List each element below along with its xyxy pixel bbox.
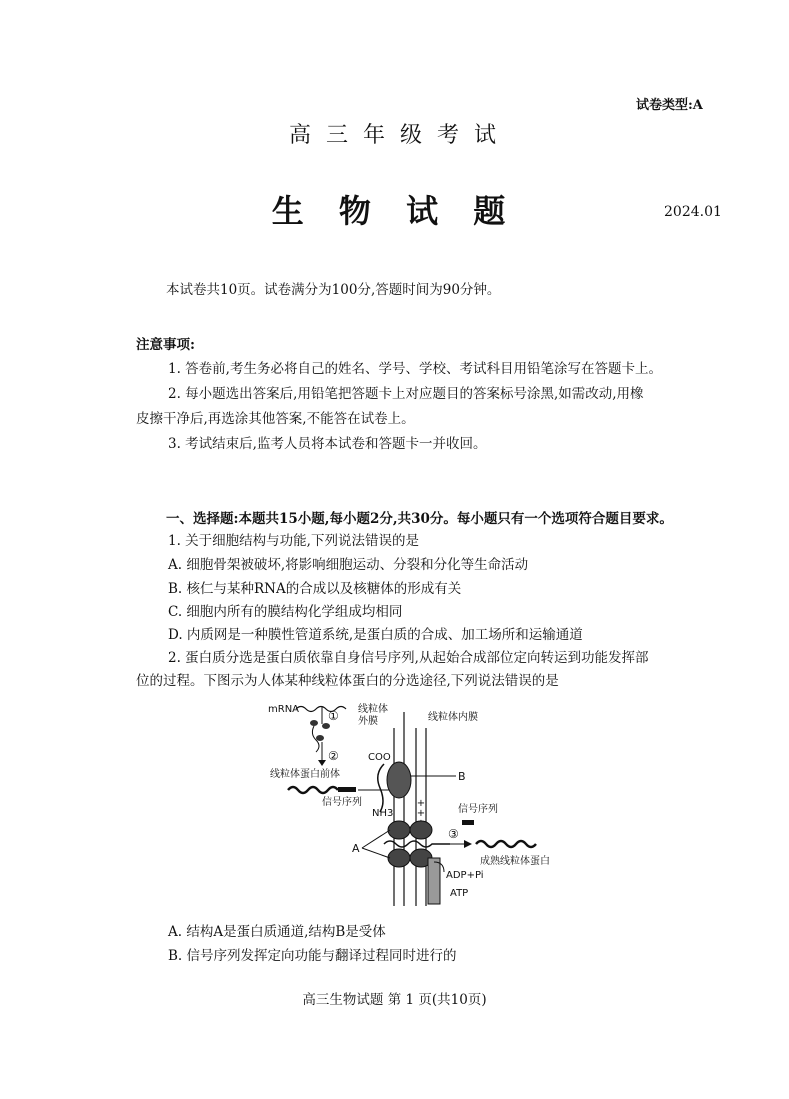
question-2-stem-line-2: 位的过程。下图示为人体某种线粒体蛋白的分选途径,下列说法错误的是 bbox=[136, 673, 559, 689]
paper-type: 试卷类型:A bbox=[636, 98, 703, 113]
exam-date: 2024.01 bbox=[664, 204, 722, 220]
subject-title: 生 物 试 题 bbox=[271, 192, 518, 230]
ribosome-1 bbox=[310, 720, 318, 726]
mature-protein-chain bbox=[476, 841, 536, 847]
atp-label: ATP bbox=[450, 888, 469, 899]
signal-seq-left-label: 信号序列 bbox=[322, 797, 362, 808]
inner-membrane-label: 线粒体内膜 bbox=[428, 712, 478, 723]
question-2-option-a: A. 结构A是蛋白质通道,结构B是受体 bbox=[168, 924, 386, 940]
step-1-label: ① bbox=[328, 709, 339, 723]
notice-item-2-line-1: 2. 每小题选出答案后,用铅笔把答题卡上对应题目的答案标号涂黑,如需改动,用橡 bbox=[168, 386, 644, 402]
question-1-option-b: B. 核仁与某种RNA的合成以及核糖体的形成有关 bbox=[168, 581, 462, 597]
outer-membrane-label-2: 外膜 bbox=[358, 716, 378, 727]
notice-item-2-line-2: 皮擦干净后,再选涂其他答案,不能答在试卷上。 bbox=[136, 411, 415, 427]
step-2-label: ② bbox=[328, 749, 339, 763]
atp-chaperone bbox=[428, 858, 440, 904]
page-footer: 高三生物试题 第 1 页(共10页) bbox=[302, 992, 487, 1008]
ribosome-2 bbox=[322, 723, 330, 729]
svg-text:+: + bbox=[416, 808, 426, 819]
nh3-label: NH3 bbox=[372, 808, 394, 819]
label-b: B bbox=[458, 770, 466, 783]
question-1-option-c: C. 细胞内所有的膜结构化学组成均相同 bbox=[168, 604, 403, 620]
notice-item-1: 1. 答卷前,考生务必将自己的姓名、学号、学校、考试科目用铅笔涂写在答题卡上。 bbox=[168, 361, 662, 377]
channel-a-inner-top bbox=[410, 821, 432, 839]
question-1-option-a: A. 细胞骨架被破坏,将影响细胞运动、分裂和分化等生命活动 bbox=[168, 557, 529, 573]
channel-a-outer-bottom bbox=[388, 849, 410, 867]
ribosome-3 bbox=[316, 735, 324, 741]
channel-a-outer-top bbox=[388, 821, 410, 839]
notice-item-3: 3. 考试结束后,监考人员将本试卷和答题卡一并收回。 bbox=[168, 436, 487, 452]
mrna-label: mRNA bbox=[268, 704, 300, 715]
coo-label: COO bbox=[368, 752, 391, 763]
signal-seq-right-label: 信号序列 bbox=[458, 804, 498, 815]
precursor-signal-sequence bbox=[338, 787, 356, 792]
label-a: A bbox=[352, 842, 360, 855]
question-2-stem-line-1: 2. 蛋白质分选是蛋白质依靠自身信号序列,从起始合成部位定向转运到功能发挥部 bbox=[168, 650, 649, 666]
exam-title: 高 三 年 级 考 试 bbox=[289, 123, 500, 148]
mature-protein-label: 成熟线粒体蛋白 bbox=[480, 856, 550, 867]
receptor-b bbox=[387, 762, 411, 798]
exam-intro: 本试卷共10页。试卷满分为100分,答题时间为90分钟。 bbox=[166, 282, 501, 298]
cleaved-signal-sequence bbox=[462, 820, 474, 825]
adp-pi-label: ADP+Pi bbox=[446, 870, 484, 881]
step-3-label: ③ bbox=[448, 827, 459, 841]
notice-heading: 注意事项: bbox=[136, 337, 195, 353]
question-1-stem: 1. 关于细胞结构与功能,下列说法错误的是 bbox=[168, 533, 419, 549]
question-2-option-b: B. 信号序列发挥定向功能与翻译过程同时进行的 bbox=[168, 948, 457, 964]
precursor-label: 线粒体蛋白前体 bbox=[270, 769, 340, 780]
section-heading: 一、选择题:本题共15小题,每小题2分,共30分。每小题只有一个选项符合题目要求。 bbox=[166, 511, 673, 527]
question-1-option-d: D. 内质网是一种膜性管道系统,是蛋白质的合成、加工场所和运输通道 bbox=[168, 627, 583, 643]
mitochondrial-protein-sorting-diagram bbox=[266, 698, 592, 906]
svg-text:+: + bbox=[416, 798, 426, 809]
precursor-chain bbox=[288, 787, 338, 793]
outer-membrane-label-1: 线粒体 bbox=[358, 704, 388, 715]
